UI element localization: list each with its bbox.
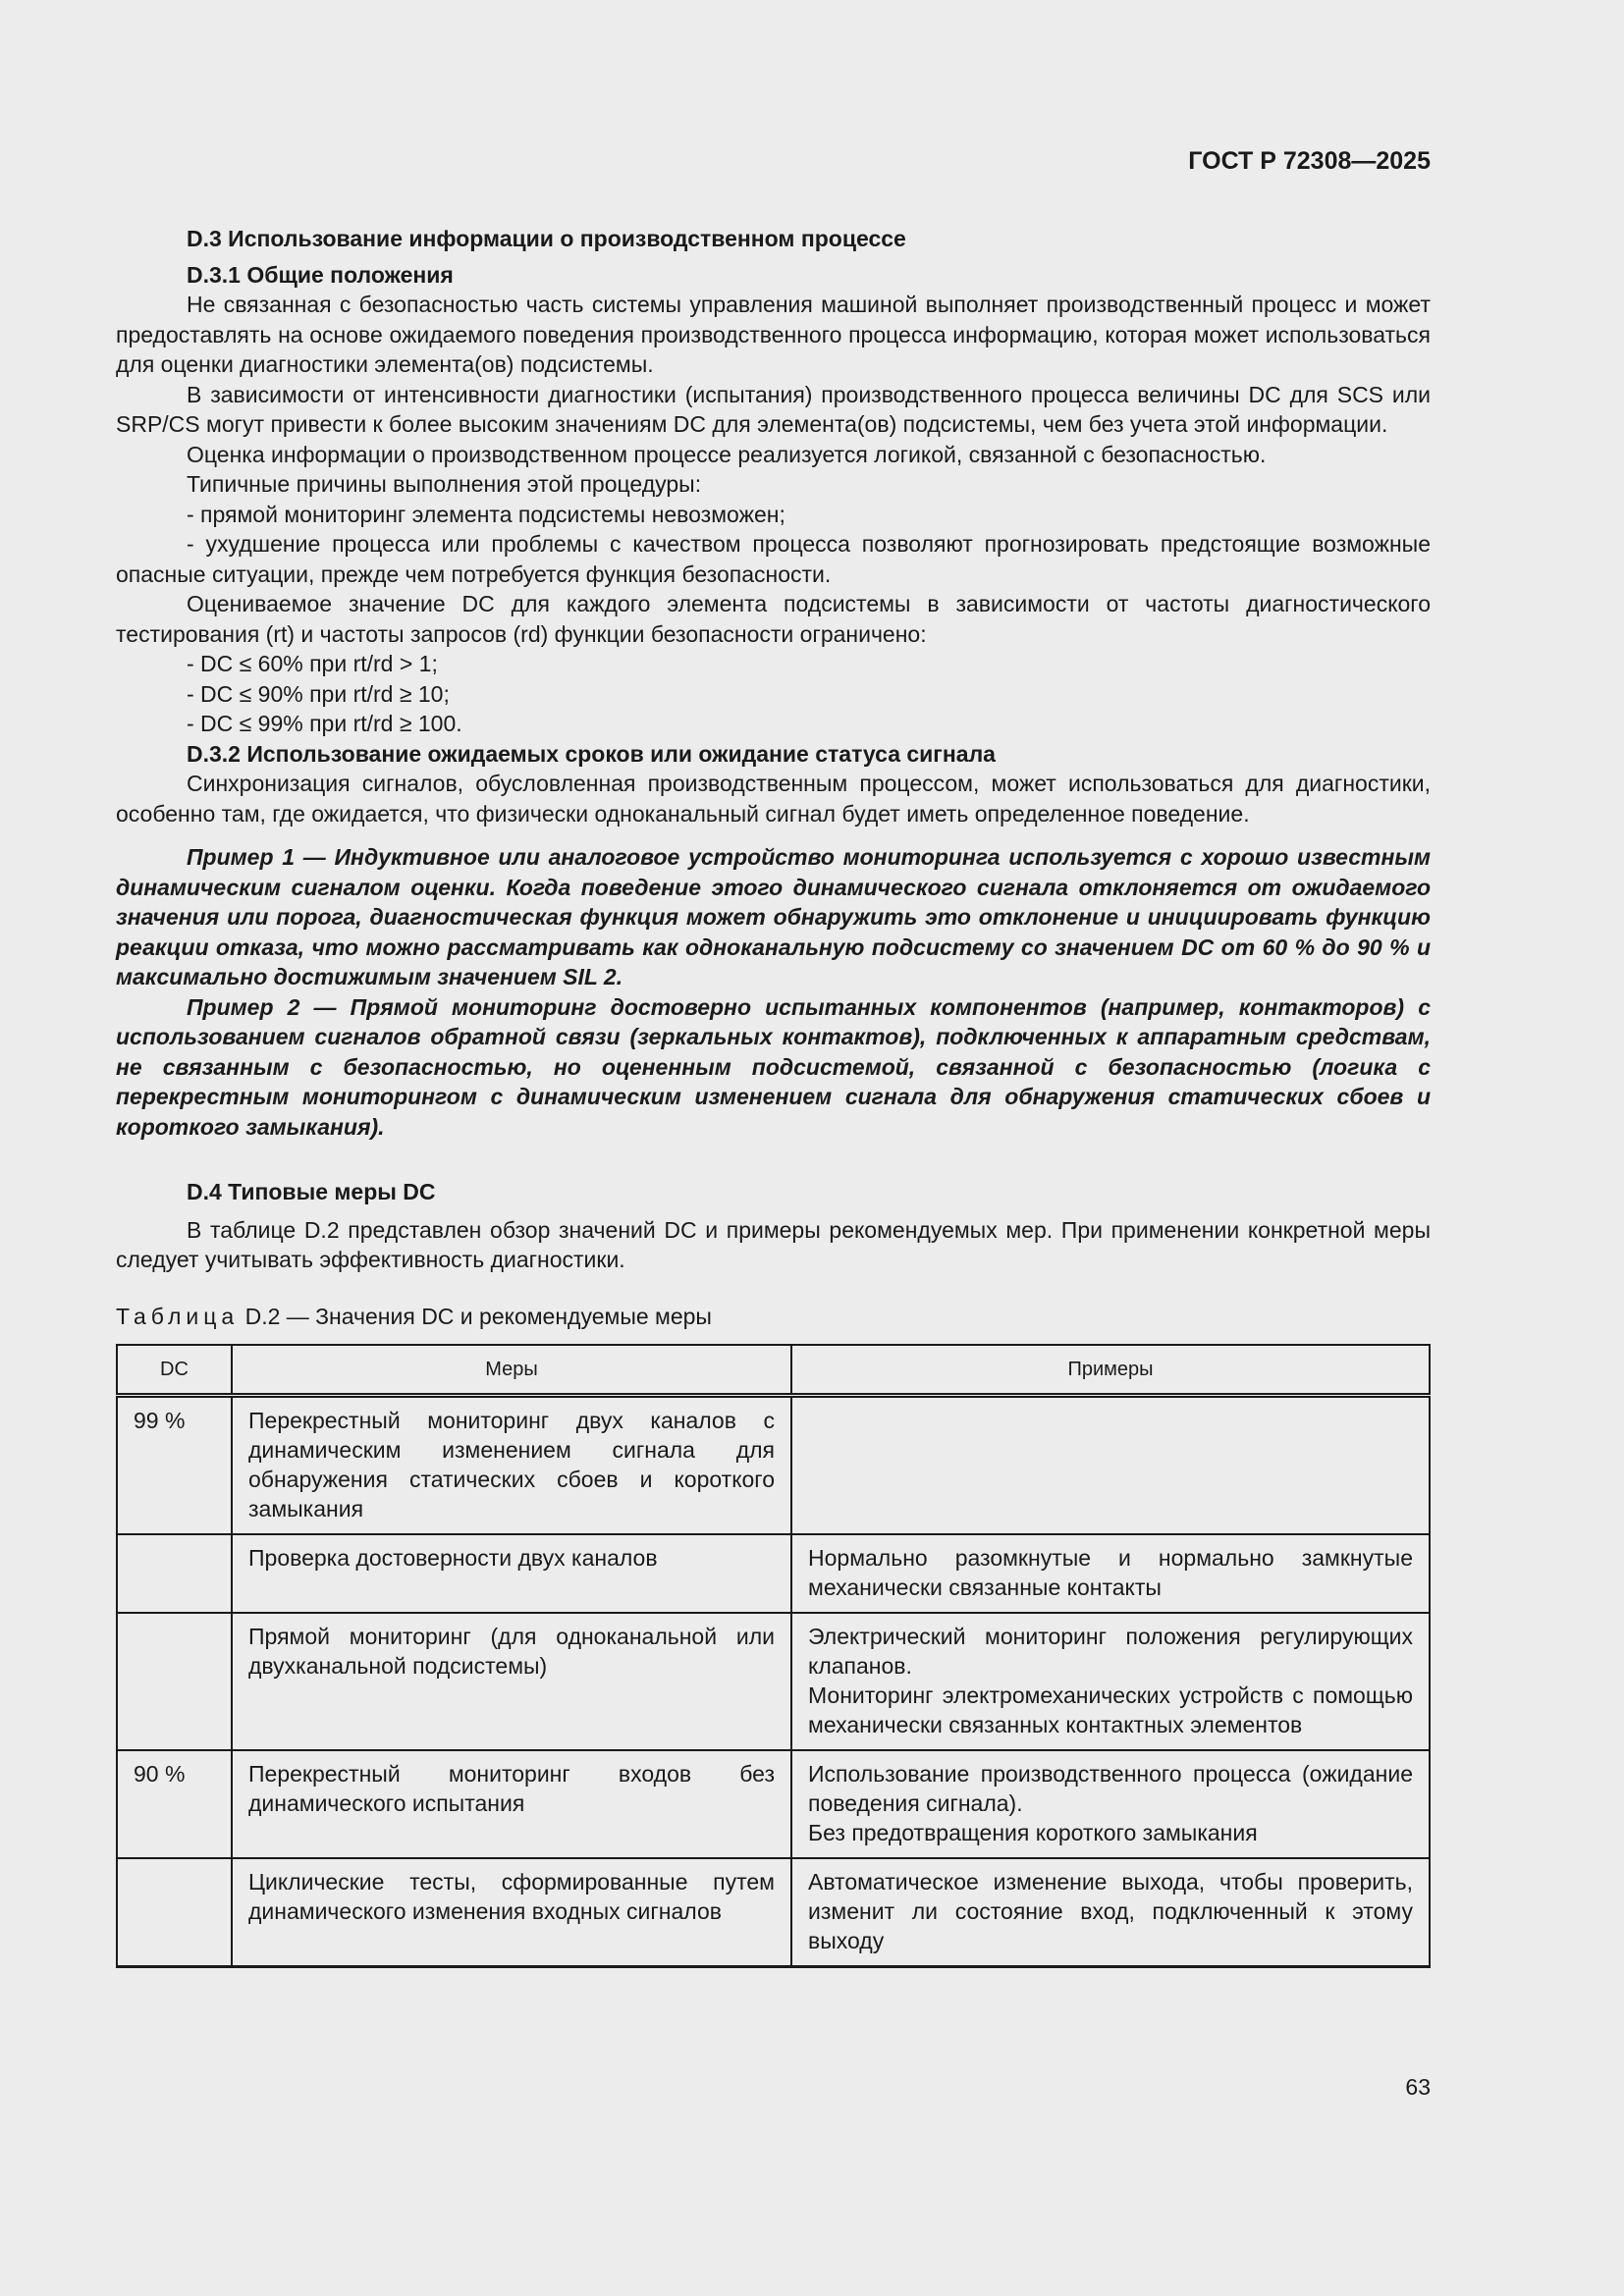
cell-example: Электрический мониторинг положения регулирующих клапанов. Мониторинг электромеханических устройств с помощью механически связанных контактных элементов <box>791 1613 1430 1750</box>
cell-measure: Проверка достоверности двух каналов <box>232 1534 791 1613</box>
section-d31-title: D.3.1 Общие положения <box>187 261 454 288</box>
list-item: - прямой мониторинг элемента подсистемы невозможен; <box>187 501 785 527</box>
table-header-row <box>117 1345 1430 1396</box>
paragraph: Оцениваемое значение DC для каждого элемента подсистемы в зависимости от частоты диагностического тестирования (rt) и частоты запросов (rd) функции безопасности ограничено: <box>116 591 1431 647</box>
paragraph: Синхронизация сигналов, обусловленная производственным процессом, может использоваться для диагностики, особенно там, где ожидается, что физически одноканальный сигнал будет иметь определенное поведение. <box>116 771 1431 827</box>
header-dc: DC <box>117 1345 232 1396</box>
paragraph: В таблице D.2 представлен обзор значений DC и примеры рекомендуемых мер. При применении конкретной меры следует учитывать эффективность диагностики. <box>116 1216 1431 1272</box>
header-examples: Примеры <box>791 1345 1430 1396</box>
list-item: - DC ≤ 90% при rt/rd ≥ 10; <box>187 680 450 707</box>
section-d32-title: D.3.2 Использование ожидаемых сроков или ожидание статуса сигнала <box>187 740 996 767</box>
table-row <box>117 1613 1430 1750</box>
cell-dc <box>117 1613 232 1750</box>
paragraph: Не связанная с безопасностью часть системы управления машиной выполняет производственный процесс и может предоставлять на основе ожидаемого поведения производственного процесса информацию, которая может использоваться для оценки диагностики элемента(ов) подсистемы. <box>116 292 1431 377</box>
list-item: - DC ≤ 99% при rt/rd ≥ 100. <box>187 711 462 736</box>
paragraph: В зависимости от интенсивности диагностики (испытания) производственного процесса величины DC для SCS или SRP/CS могут привести к более высоким значениям DC для элемента(ов) подсистемы, чем без учета этой информации. <box>116 381 1431 437</box>
table-caption-text: D.2 — Значения DC и рекомендуемые меры <box>239 1303 712 1329</box>
list-item: - DC ≤ 60% при rt/rd > 1; <box>187 651 438 676</box>
table-row <box>117 1534 1430 1613</box>
page-number: 63 <box>1405 2074 1431 2100</box>
table-row <box>117 1396 1430 1535</box>
table-row <box>117 1858 1430 1967</box>
section-d4-title: D.4 Типовые меры DC <box>187 1179 436 1204</box>
cell-dc <box>117 1858 232 1967</box>
cell-dc: 90 % <box>117 1750 232 1858</box>
table-caption <box>116 1302 1431 1332</box>
table-caption-prefix: Таблица <box>116 1303 240 1329</box>
cell-measure: Перекрестный мониторинг входов без динамического испытания <box>232 1750 791 1858</box>
cell-dc <box>117 1534 232 1613</box>
cell-measure: Перекрестный мониторинг двух каналов с динамическим изменением сигнала для обнаружения статических сбоев и короткого замыкания <box>232 1396 791 1535</box>
dc-measures-table <box>116 1344 1431 1968</box>
cell-example: Нормально разомкнутые и нормально замкнутые механически связанные контакты <box>791 1534 1430 1613</box>
table-row <box>117 1750 1430 1858</box>
cell-dc: 99 % <box>117 1396 232 1535</box>
cell-example: Автоматическое изменение выхода, чтобы проверить, изменит ли состояние вход, подключенный к этому выходу <box>791 1858 1430 1967</box>
header-measures: Меры <box>232 1345 791 1396</box>
example-1: Пример 1 — Индуктивное или аналоговое устройство мониторинга используется с хорошо известным динамическим сигналом оценки. Когда поведение этого динамического сигнала отклоняется от ожидаемого значения или порога, диагностическая функция может обнаружить это отклонение и инициировать функцию реакции отказа, что можно рассматривать как одноканальную подсистему со значением DC от 60 % до 90 % и максимально достижимым значением SIL 2. <box>116 844 1431 989</box>
document-id: ГОСТ Р 72308—2025 <box>1188 147 1431 175</box>
section-d3-title: D.3 Использование информации о производственном процессе <box>187 226 906 251</box>
cell-measure: Циклические тесты, сформированные путем динамического изменения входных сигналов <box>232 1858 791 1967</box>
cell-example: Использование производственного процесса (ожидание поведения сигнала). Без предотвращения короткого замыкания <box>791 1750 1430 1858</box>
page-content <box>116 224 1431 1968</box>
cell-example <box>791 1396 1430 1535</box>
cell-measure: Прямой мониторинг (для одноканальной или двухканальной подсистемы) <box>232 1613 791 1750</box>
paragraph: Оценка информации о производственном процессе реализуется логикой, связанной с безопасностью. <box>187 441 1267 467</box>
paragraph: Типичные причины выполнения этой процедуры: <box>187 471 702 497</box>
example-2: Пример 2 — Прямой мониторинг достоверно испытанных компонентов (например, контакторов) с использованием сигналов обратной связи (зеркальных контактов), подключенных к аппаратным средствам, не связанным с безопасностью, но оцененным подсистемой, связанной с безопасностью (логика с перекрестным мониторингом с динамическим изменением сигнала для обнаружения статических сбоев и короткого замыкания). <box>116 993 1431 1140</box>
list-item: - ухудшение процесса или проблемы с качеством процесса позволяют прогнозировать предстоящие возможные опасные ситуации, прежде чем потребуется функция безопасности. <box>116 531 1431 587</box>
